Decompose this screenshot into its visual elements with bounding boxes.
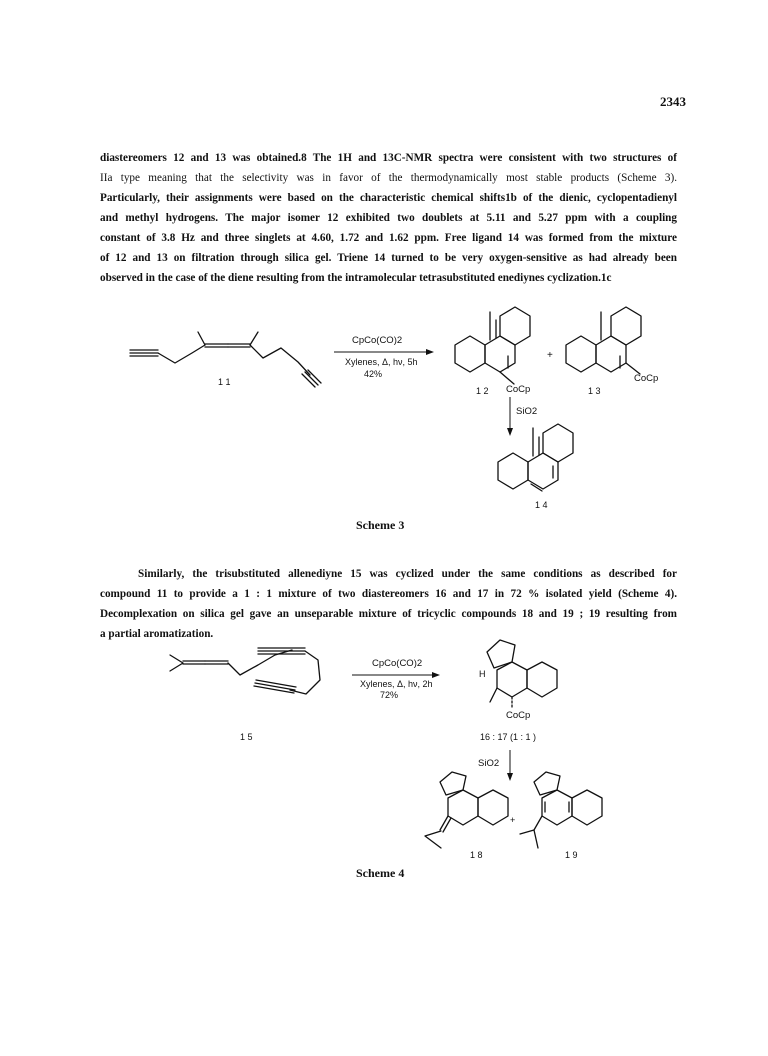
compound-15-structure <box>170 648 320 694</box>
page-number: 2343 <box>660 94 686 109</box>
paragraph-1-line: observed in the case of the diene resulting from the intramolecular tetrasubstituted enediynes cyclization.1c <box>100 272 612 284</box>
compound-18-label: 1 8 <box>470 850 483 860</box>
paragraph-1-line: IIa type meaning that the selectivity was in favor of the thermodynamically most stable products (Scheme 3). <box>100 172 677 184</box>
paragraph-2-line: compound 11 to provide a 1 : 1 mixture of two diastereomers 16 and 17 in 72 % isolated yield (Scheme 4). <box>100 588 677 600</box>
scheme-4-plus: + <box>510 815 516 825</box>
scheme-3-yield: 42% <box>364 369 383 379</box>
scheme-4-caption: Scheme 4 <box>356 866 405 880</box>
paragraph-2-line: Decomplexation on silica gel gave an unseparable mixture of tricyclic compounds 18 and 19 ; 19 resulting from <box>100 608 677 620</box>
compound-13-cocp: CoCp <box>634 373 659 384</box>
compound-16-17-structure <box>487 640 557 708</box>
compound-11-label: 1 1 <box>218 377 231 387</box>
paragraph-1-line: and methyl hydrogens. The major isomer 12 exhibited two doublets at 5.11 and 5.27 ppm with a coupling <box>100 212 677 224</box>
compound-19-label: 1 9 <box>565 850 578 860</box>
compound-15-label: 1 5 <box>240 732 253 742</box>
scheme-3-caption: Scheme 3 <box>356 518 405 532</box>
scheme-3-plus: + <box>547 350 553 361</box>
compound-13-label: 1 3 <box>588 386 601 396</box>
paragraph-1-line: diastereomers 12 and 13 was obtained.8 The 1H and 13C-NMR spectra were consistent with two structures of <box>100 152 677 164</box>
compound-19-structure <box>520 772 602 848</box>
scheme-3-conditions: Xylenes, Δ, hν, 5h <box>345 357 418 367</box>
scheme-3-sio2: SiO2 <box>516 406 538 417</box>
paragraph-1-line: Particularly, their assignments were based on the characteristic chemical shifts1b of the dienic, cyclopentadienyl <box>100 192 677 204</box>
compound-18-structure <box>425 772 508 848</box>
compound-16-cocp: CoCp <box>506 710 531 721</box>
compound-12-cocp: CoCp <box>506 384 531 395</box>
paragraph-1-line: of 12 and 13 on filtration through silica gel. Triene 14 turned to be very oxygen-sensitive as had already been <box>100 252 677 264</box>
paragraph-2-line: Similarly, the trisubstituted allenediyne 15 was cyclized under the same conditions as described for <box>138 568 677 580</box>
scheme-4-sio2: SiO2 <box>478 758 500 769</box>
h-label: H <box>479 669 486 679</box>
scheme-4-reagent: CpCo(CO)2 <box>372 658 423 669</box>
scheme-4-yield: 72% <box>380 690 399 700</box>
scheme-3-reagent: CpCo(CO)2 <box>352 335 403 346</box>
mixture-label: 16 : 17 (1 : 1 ) <box>480 732 537 742</box>
compound-14-label: 1 4 <box>535 500 548 510</box>
paragraph-1-line: constant of 3.8 Hz and three singlets at 4.60, 1.72 and 1.62 ppm. Free ligand 14 was formed from the mixture <box>100 232 677 244</box>
scheme-4-conditions: Xylenes, Δ, hν, 2h <box>360 679 433 689</box>
paragraph-2-line: a partial aromatization. <box>100 628 214 640</box>
compound-12-label: 1 2 <box>476 386 489 396</box>
